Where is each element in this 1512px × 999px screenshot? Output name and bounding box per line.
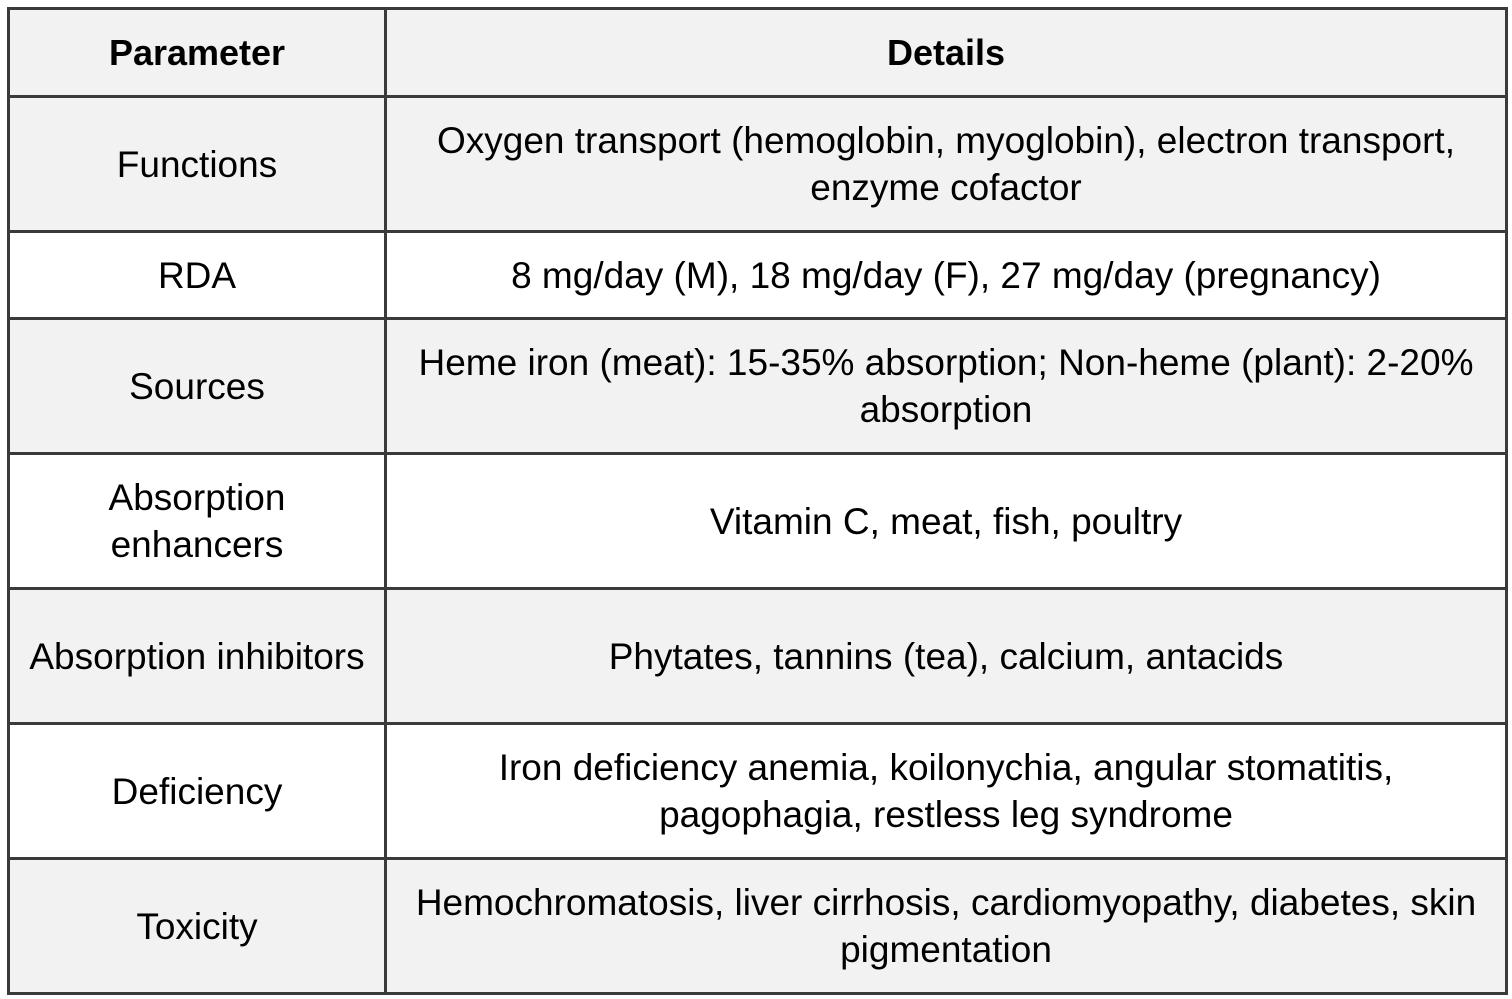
- parameter-cell: RDA: [9, 232, 386, 319]
- table-row: [9, 232, 1507, 319]
- details-cell: Heme iron (meat): 15-35% absorption; Non-heme (plant): 2-20% absorption: [386, 319, 1507, 454]
- parameter-cell: Functions: [9, 97, 386, 232]
- parameter-cell: Toxicity: [9, 859, 386, 994]
- table-row: [9, 859, 1507, 994]
- details-cell: Vitamin C, meat, fish, poultry: [386, 454, 1507, 589]
- table-row: [9, 319, 1507, 454]
- parameter-cell: Absorption enhancers: [9, 454, 386, 589]
- parameter-cell: Deficiency: [9, 724, 386, 859]
- table-row: [9, 454, 1507, 589]
- column-header-details: Details: [386, 9, 1507, 97]
- iron-parameters-table: [7, 7, 1508, 995]
- details-cell: Iron deficiency anemia, koilonychia, angular stomatitis, pagophagia, restless leg syndrome: [386, 724, 1507, 859]
- details-cell: Oxygen transport (hemoglobin, myoglobin), electron transport, enzyme cofactor: [386, 97, 1507, 232]
- table-header-row: [9, 9, 1507, 97]
- parameter-cell: Absorption inhibitors: [9, 589, 386, 724]
- parameter-cell: Sources: [9, 319, 386, 454]
- table-row: [9, 589, 1507, 724]
- table-row: [9, 97, 1507, 232]
- table-row: [9, 724, 1507, 859]
- column-header-parameter: Parameter: [9, 9, 386, 97]
- details-cell: Phytates, tannins (tea), calcium, antacids: [386, 589, 1507, 724]
- details-cell: 8 mg/day (M), 18 mg/day (F), 27 mg/day (pregnancy): [386, 232, 1507, 319]
- details-cell: Hemochromatosis, liver cirrhosis, cardiomyopathy, diabetes, skin pigmentation: [386, 859, 1507, 994]
